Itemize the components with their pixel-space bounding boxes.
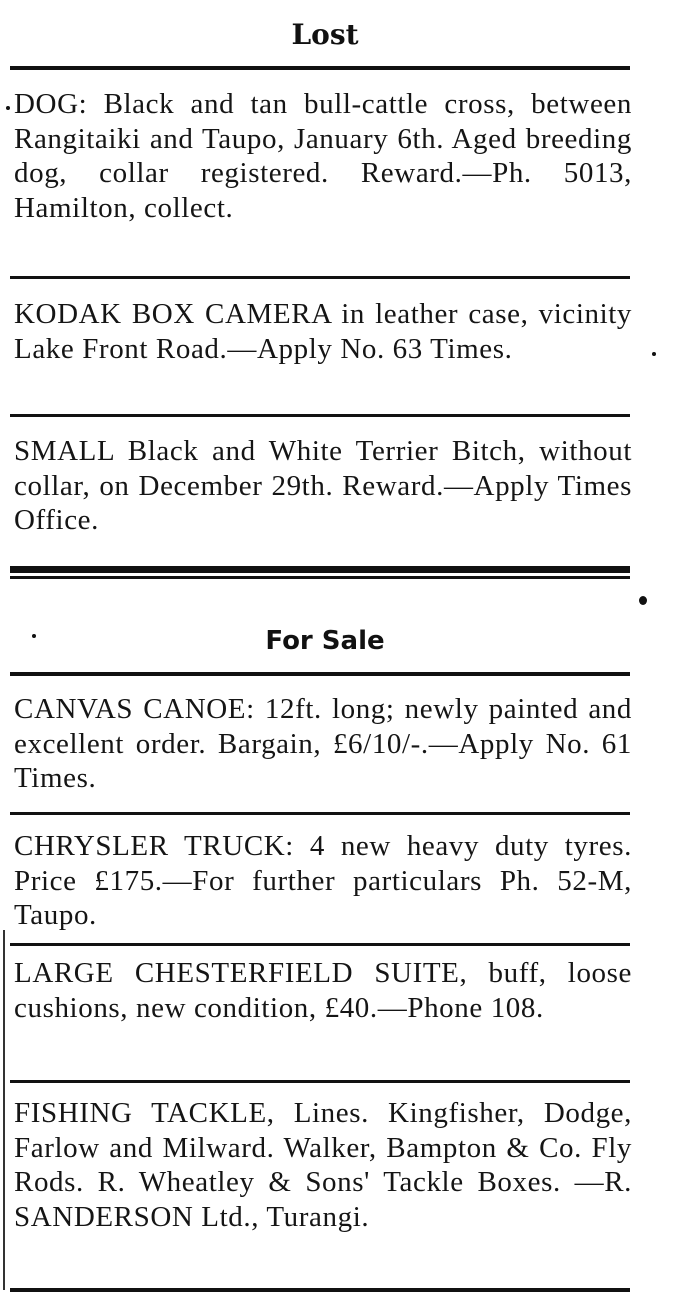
ad-sale-fishing-tackle: FISHING TACKLE, Lines. Kingfisher, Dodge, Farlow and Milward. Walker, Bampton & Co. Fly Rods. R. Wheatley & Sons' Tackle Boxes. —R. SANDERSON Ltd., Turangi. xyxy=(14,1097,632,1233)
section-heading-lost: Lost xyxy=(291,18,359,51)
column-edge-line xyxy=(3,930,5,1290)
section-end-rule-lower xyxy=(10,576,630,579)
ad-sale-canoe: CANVAS CANOE: 12ft. long; newly painted and excellent order. Bargain, £6/10/-.—Apply No. 61 Times. xyxy=(14,693,632,794)
ink-speck xyxy=(639,596,647,605)
section-rule xyxy=(10,66,630,70)
ad-divider xyxy=(10,414,630,417)
section-rule xyxy=(10,672,630,676)
ad-divider xyxy=(10,1080,630,1083)
section-end-rule xyxy=(10,566,630,573)
ad-divider xyxy=(10,812,630,815)
ad-lost-camera: KODAK BOX CAMERA in leather case, vicinity Lake Front Road.—Apply No. 63 Times. xyxy=(14,298,632,365)
ink-speck xyxy=(32,634,36,638)
ad-sale-chesterfield: LARGE CHESTERFIELD SUITE, buff, loose cushions, new condition, £40.—Phone 108. xyxy=(14,957,632,1024)
section-rule-bottom xyxy=(10,1288,630,1292)
section-heading-for-sale: For Sale xyxy=(265,626,385,656)
ad-sale-truck: CHRYSLER TRUCK: 4 new heavy duty tyres. Price £175.—For further particulars Ph. 52-M, Taupo. xyxy=(14,830,632,931)
ad-divider xyxy=(10,276,630,279)
ad-lost-dog: DOG: Black and tan bull-cattle cross, between Rangitaiki and Taupo, January 6th. Aged breeding dog, collar registered. Reward.—Ph. 5013, Hamilton, collect. xyxy=(14,88,632,224)
ink-speck xyxy=(652,352,656,356)
ad-lost-terrier: SMALL Black and White Terrier Bitch, without collar, on December 29th. Reward.—Apply Times Office. xyxy=(14,435,632,536)
ad-divider xyxy=(10,943,630,946)
ink-speck xyxy=(6,106,10,110)
